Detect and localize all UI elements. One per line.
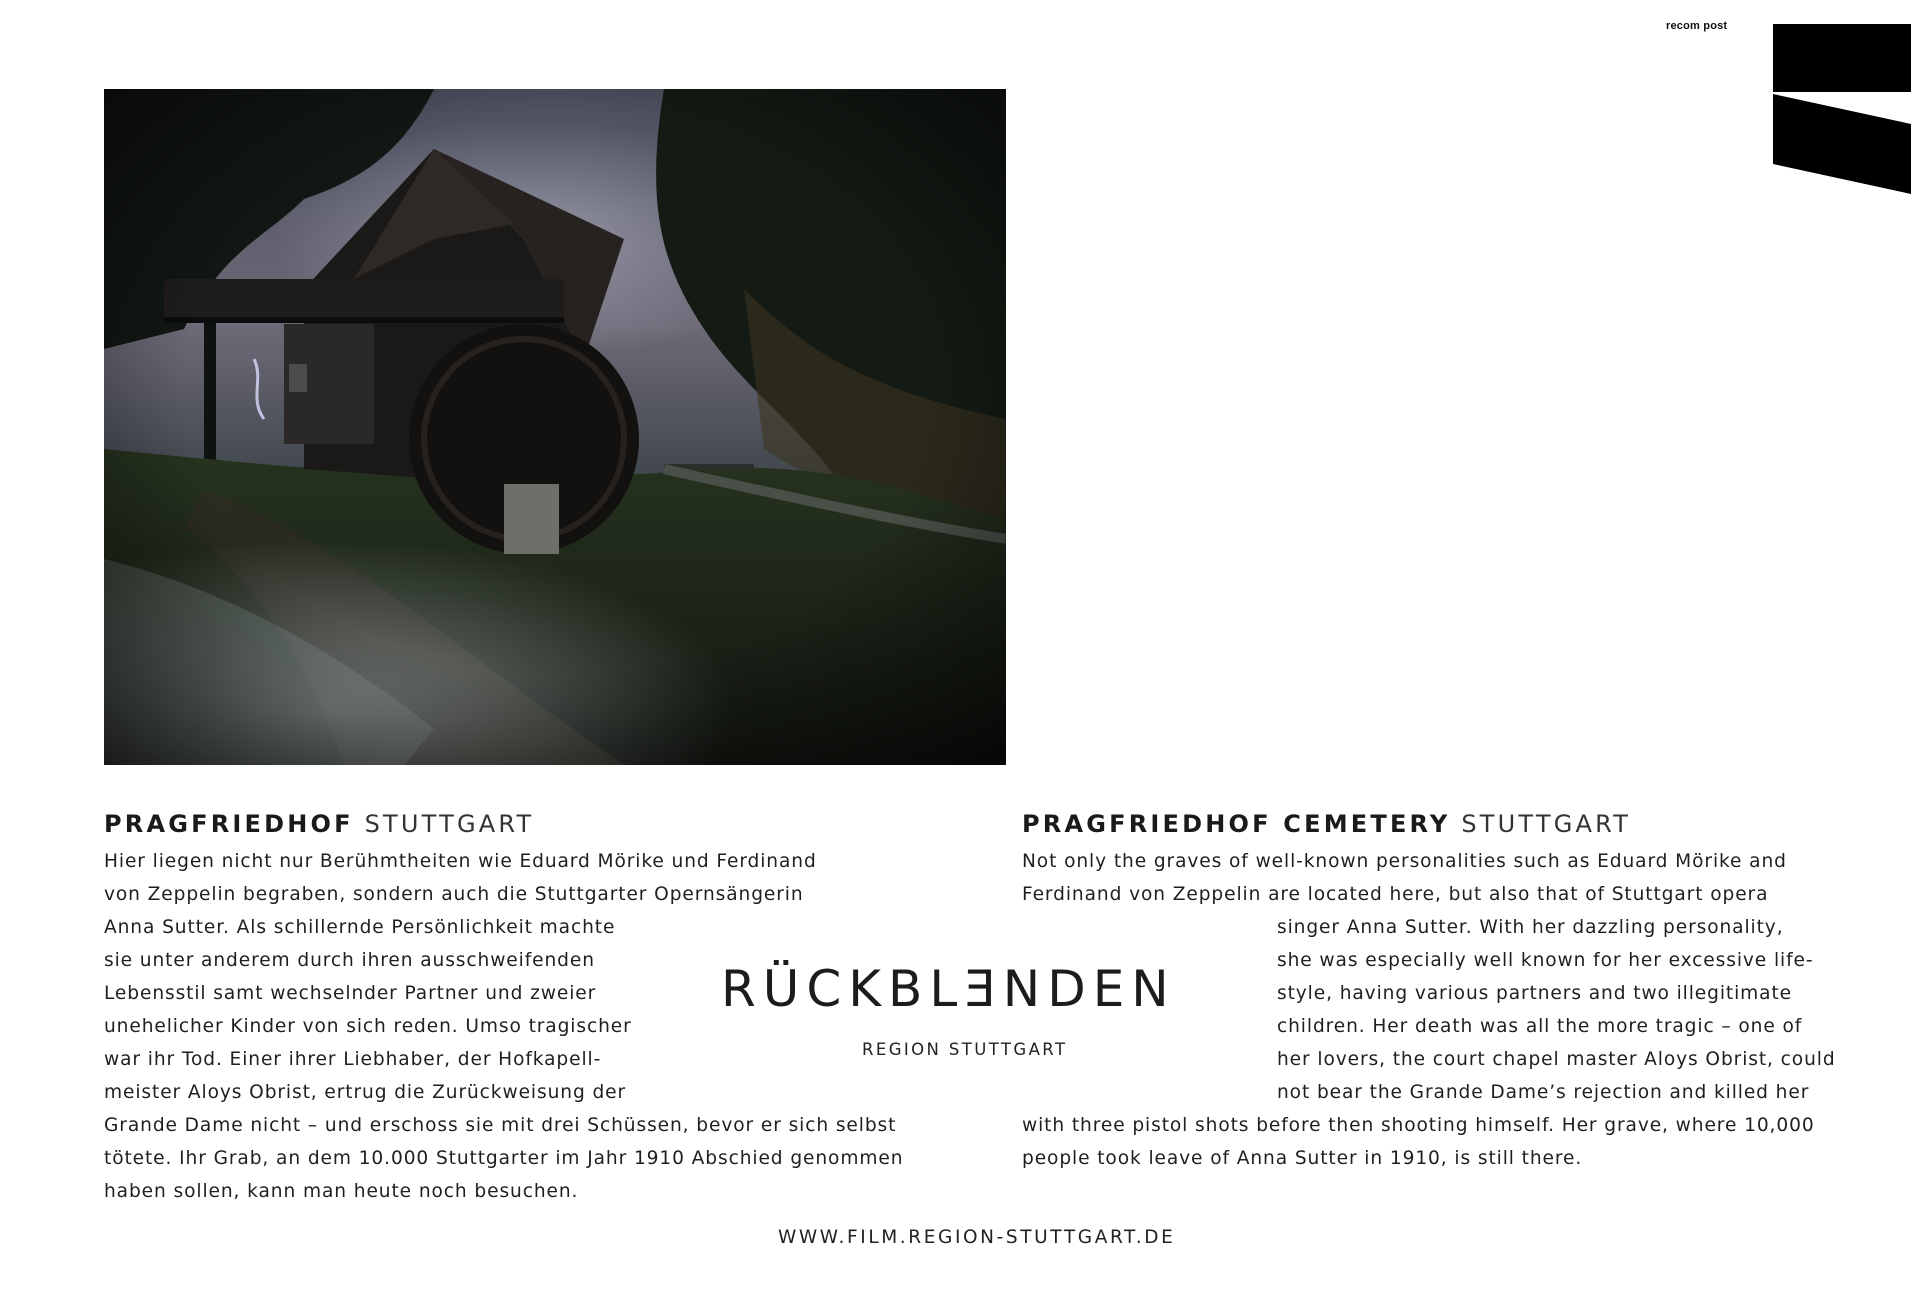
german-text-line: Lebensstil samt wechselnder Partner und zweier	[104, 983, 597, 1004]
wordmark-subtitle: REGION STUTTGART	[862, 1040, 1068, 1059]
german-text-line: unehelicher Kinder von sich reden. Umso tragischer	[104, 1016, 632, 1037]
german-text-line: sie unter anderem durch ihren ausschweifenden	[104, 950, 595, 971]
english-text-line: people took leave of Anna Sutter in 1910, is still there.	[1022, 1148, 1583, 1169]
german-text-line: Anna Sutter. Als schillernde Persönlichkeit machte	[104, 917, 616, 938]
german-text-line: von Zeppelin begraben, sondern auch die Stuttgarter Opernsängerin	[104, 884, 804, 905]
english-headline-light: STUTTGART	[1461, 810, 1632, 838]
german-text-line: Hier liegen nicht nur Berühmtheiten wie Eduard Mörike und Ferdinand	[104, 851, 817, 872]
english-text-line: Not only the graves of well-known personalities such as Eduard Mörike and	[1022, 851, 1787, 872]
agency-credit: recom post	[1666, 20, 1728, 32]
german-text-line: haben sollen, kann man heute noch besuchen.	[104, 1181, 579, 1202]
english-text-line: with three pistol shots before then shooting himself. Her grave, where 10,000	[1022, 1115, 1815, 1136]
english-text-line: not bear the Grande Dame’s rejection and killed her	[1277, 1082, 1810, 1103]
english-text-line: singer Anna Sutter. With her dazzling personality,	[1277, 917, 1784, 938]
english-headline-bold: PRAGFRIEDHOF CEMETERY	[1022, 810, 1451, 838]
german-text-line: war ihr Tod. Einer ihrer Liebhaber, der Hofkapell-	[104, 1049, 602, 1070]
english-text-line: children. Her death was all the more tragic – one of	[1277, 1016, 1803, 1037]
english-text-line: style, having various partners and two illegitimate	[1277, 983, 1792, 1004]
german-headline-light: STUTTGART	[364, 810, 535, 838]
german-text-line: Grande Dame nicht – und erschoss sie mit drei Schüssen, bevor er sich selbst	[104, 1115, 897, 1136]
english-text-line: Ferdinand von Zeppelin are located here, but also that of Stuttgart opera	[1022, 884, 1769, 905]
german-text-line: meister Aloys Obrist, ertrug die Zurückweisung der	[104, 1082, 627, 1103]
rueckblenden-wordmark: RÜCKBLƎNDEN	[721, 960, 1176, 1018]
website-link[interactable]: WWW.FILM.REGION-STUTTGART.DE	[778, 1227, 1176, 1248]
watermill-photo	[104, 89, 1006, 765]
german-headline	[104, 810, 534, 838]
german-headline-bold: PRAGFRIEDHOF	[104, 810, 354, 838]
english-text-line: she was especially well known for her excessive life-	[1277, 950, 1814, 971]
english-headline	[1022, 810, 1631, 838]
german-text-line: tötete. Ihr Grab, an dem 10.000 Stuttgarter im Jahr 1910 Abschied genommen	[104, 1148, 904, 1169]
brand-logo	[1773, 24, 1913, 194]
english-text-line: her lovers, the court chapel master Aloys Obrist, could	[1277, 1049, 1836, 1070]
